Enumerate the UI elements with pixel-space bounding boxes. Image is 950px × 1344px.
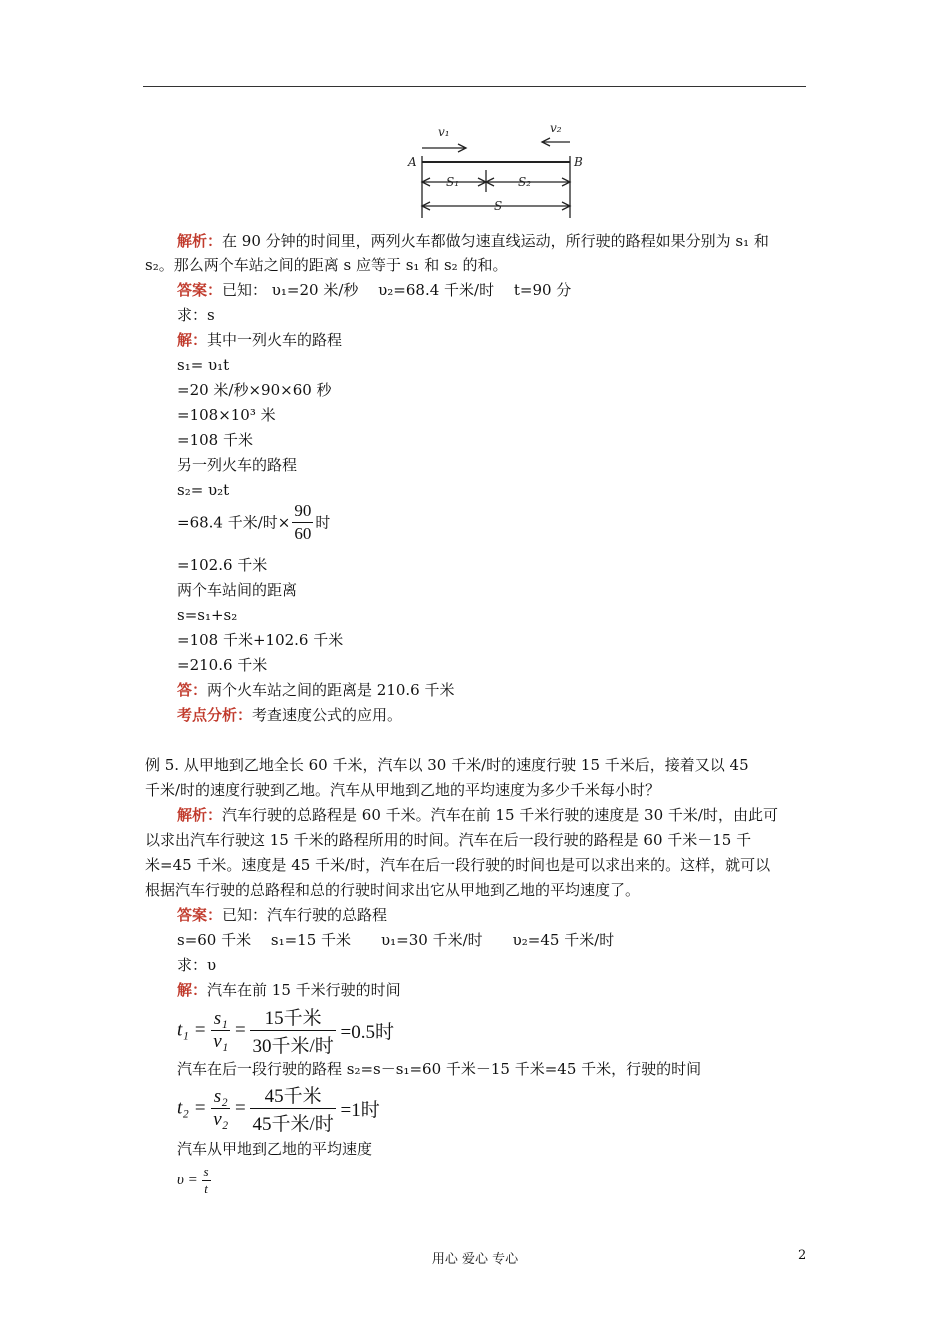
- s1-label: S₁: [446, 175, 460, 189]
- example5-question-2: 千米/时的速度行驶到乙地。汽车从甲地到乙地的平均速度为多少千米每小时？: [145, 781, 661, 799]
- calc-1: =20 米/秒×90×60 秒: [177, 381, 332, 399]
- calc-3: =108 千米: [177, 431, 253, 449]
- solution-start: 解：其中一列火车的路程: [177, 331, 343, 349]
- v1-label: v₁: [438, 125, 450, 139]
- answer-given: 答案：已知： υ₁=20 米/秒 υ₂=68.4 千米/时 t=90 分: [177, 281, 572, 299]
- page-number: 2: [798, 1248, 807, 1263]
- example5-question-1: 例 5. 从甲地到乙地全长 60 千米，汽车以 30 千米/时的速度行驶 15 千米后，接着又以 45: [145, 756, 749, 774]
- ex5-analysis-1: 解析：汽车行驶的总路程是 60 千米。汽车在前 15 千米行驶的速度是 30 千米/时，由此可: [177, 806, 778, 824]
- s2-label: S₂: [518, 175, 532, 189]
- train-diagram: [400, 118, 590, 223]
- ex5-average-speed: 汽车从甲地到乙地的平均速度: [177, 1140, 373, 1158]
- key-point: 考点分析：考查速度公式的应用。: [177, 706, 403, 724]
- find-s: 求：s: [177, 306, 215, 324]
- header-rule: [143, 86, 806, 87]
- eq-s: s=s₁+s₂: [177, 606, 238, 624]
- analysis-line-2: s₂。那么两个车站之间的距离 s 应等于 s₁ 和 s₂ 的和。: [145, 256, 508, 274]
- footer-text: 用心 爱心 专心: [431, 1252, 519, 1267]
- ex5-given: s=60 千米 s₁=15 千米 υ₁=30 千米/时 υ₂=45 千米/时: [177, 931, 615, 949]
- analysis-line-1: 解析：在 90 分钟的时间里，两列火车都做匀速直线运动，所行驶的路程如果分别为 s₁ 和: [177, 232, 769, 250]
- text-distance: 两个车站间的距离: [177, 581, 298, 599]
- eq-s2: s₂= υ₂t: [177, 481, 230, 499]
- calc-7: =210.6 千米: [177, 656, 268, 674]
- ex5-find: 求：υ: [177, 956, 217, 974]
- ex5-analysis-4: 根据汽车行驶的总路程和总的行驶时间求出它从甲地到乙地的平均速度了。: [145, 881, 641, 899]
- v2-label: v₂: [550, 121, 562, 135]
- ex5-solution-start: 解：汽车在前 15 千米行驶的时间: [177, 981, 401, 999]
- equation-t1: t₁ = $\frac{\text{s₁}}{\text{v₁}}$ = $\frac{\text{15千米}}{\text{30千米/时}}$ =0.5时: [177, 1003, 394, 1058]
- ex5-analysis-3: 米=45 千米。速度是 45 千米/时，汽车在后一段行驶的时间也是可以求出来的。这样，就可以: [145, 856, 771, 874]
- s-label: S: [494, 199, 503, 213]
- text-second-train: 另一列火车的路程: [177, 456, 298, 474]
- calc-4: =68.4 千米/时× $\frac{90}{60}$ 时: [177, 501, 331, 543]
- final-answer: 答：两个火车站之间的距离是 210.6 千米: [177, 681, 455, 699]
- ex5-second-leg: 汽车在后一段行驶的路程 s₂=s－s₁=60 千米－15 千米=45 千米，行驶的时间: [177, 1060, 702, 1078]
- calc-6: =108 千米+102.6 千米: [177, 631, 344, 649]
- eq-s1: s₁= υ₁t: [177, 356, 230, 374]
- ex5-analysis-2: 以求出汽车行驶这 15 千米的路程所用的时间。汽车在后一段行驶的路程是 60 千米－15 千: [145, 831, 752, 849]
- equation-t2: t₂ = $\frac{\text{s₂}}{\text{v₂}}$ = $\frac{\text{45千米}}{\text{45千米/时}}$ =1时: [177, 1081, 380, 1136]
- calc-5: =102.6 千米: [177, 556, 268, 574]
- calc-2: =108×10³ 米: [177, 406, 276, 424]
- equation-v: υ = $\frac{s}{t}$: [177, 1164, 209, 1196]
- ex5-answer: 答案：已知：汽车行驶的总路程: [177, 906, 388, 924]
- a-label: A: [408, 155, 417, 169]
- b-label: B: [574, 155, 583, 169]
